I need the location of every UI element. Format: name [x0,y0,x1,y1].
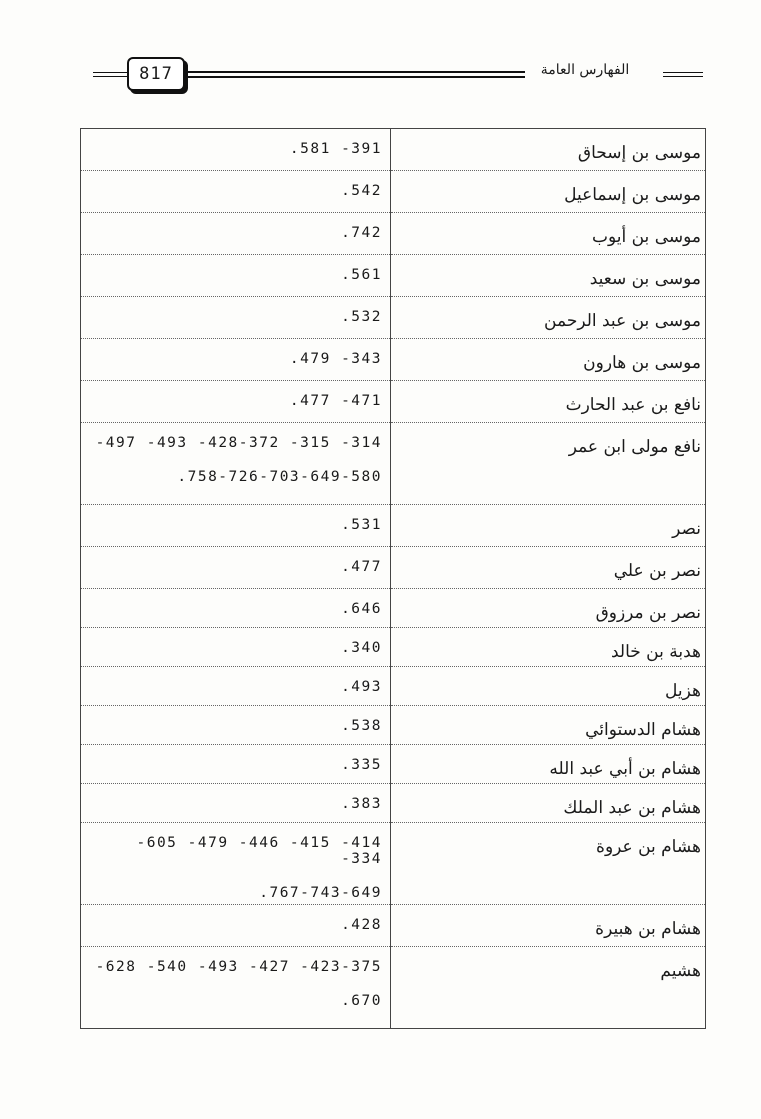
entry-name: هشيم [391,947,706,1029]
refs-line: .581 -391 [289,141,382,157]
table-row [81,505,706,547]
table-row [81,706,706,745]
entry-name: هشام بن أبي عبد الله [391,745,706,784]
entry-name: نافع مولى ابن عمر [391,423,706,505]
refs-line: .532 [341,309,382,325]
index-table [80,128,706,1029]
refs-line: .493 [341,679,382,695]
page-header [0,0,761,110]
entry-name: نافع بن عبد الحارث [391,381,706,423]
entry-name: هشام بن عروة [391,823,706,905]
refs-line: .479 -343 [289,351,382,367]
refs-line: .428 [341,917,382,933]
page-refs [81,667,391,706]
entry-name: موسى بن إسحاق [391,129,706,171]
page-refs [81,505,391,547]
table-row [81,381,706,423]
refs-line: .531 [341,517,382,533]
page-refs [81,547,391,589]
entry-name: هدبة بن خالد [391,628,706,667]
refs-line: .670 [341,993,382,1009]
entry-name: نصر [391,505,706,547]
table-row [81,255,706,297]
entry-name: هشام الدستوائي [391,706,706,745]
page-refs [81,423,391,505]
refs-line: .561 [341,267,382,283]
table-row [81,171,706,213]
table-row [81,423,706,505]
page-refs [81,628,391,667]
refs-line: .335 [341,757,382,773]
header-rule-middle [185,71,525,78]
page-refs [81,129,391,171]
refs-line: .646 [341,601,382,617]
table-row [81,213,706,255]
page-refs [81,381,391,423]
refs-line: -605 -479 -446 -415 -414 -334 [136,835,382,867]
page-refs [81,255,391,297]
table-row [81,947,706,1029]
table-row [81,129,706,171]
refs-line: .477 -471 [289,393,382,409]
entry-name: نصر بن علي [391,547,706,589]
entry-name: هشام بن عبد الملك [391,784,706,823]
entry-name: هشام بن هبيرة [391,905,706,947]
entry-name: موسى بن سعيد [391,255,706,297]
running-title: الفهارس العامة [540,62,630,78]
refs-line: .758-726-703-649-580 [177,469,382,485]
table-row [81,823,706,905]
refs-line: .767-743-649 [259,885,382,901]
refs-line: .340 [341,640,382,656]
entry-name: موسى بن أيوب [391,213,706,255]
refs-line: .477 [341,559,382,575]
table-row [81,589,706,628]
page-refs [81,947,391,1029]
page-refs [81,589,391,628]
table-row [81,784,706,823]
page-refs [81,339,391,381]
entry-name: موسى بن عبد الرحمن [391,297,706,339]
header-rule-right [663,72,703,77]
refs-line: -628 -540 -493 -427 -423-375 [95,959,382,975]
page-refs [81,213,391,255]
refs-line: .542 [341,183,382,199]
table-row [81,905,706,947]
refs-line: .383 [341,796,382,812]
entry-name: نصر بن مرزوق [391,589,706,628]
entry-name: موسى بن هارون [391,339,706,381]
page-refs [81,297,391,339]
refs-line: -497 -493 -428-372 -315 -314 [95,435,382,451]
entry-name: موسى بن إسماعيل [391,171,706,213]
page-refs [81,905,391,947]
page-refs [81,745,391,784]
refs-line: .538 [341,718,382,734]
refs-line: .742 [341,225,382,241]
entry-name: هزيل [391,667,706,706]
table-row [81,745,706,784]
page-refs [81,706,391,745]
table-row [81,297,706,339]
page-refs [81,171,391,213]
page-refs [81,823,391,905]
table-row [81,339,706,381]
header-rule-left [93,72,129,77]
table-row [81,667,706,706]
table-row [81,628,706,667]
page-refs [81,784,391,823]
table-row [81,547,706,589]
page-number: 817 [127,57,185,91]
